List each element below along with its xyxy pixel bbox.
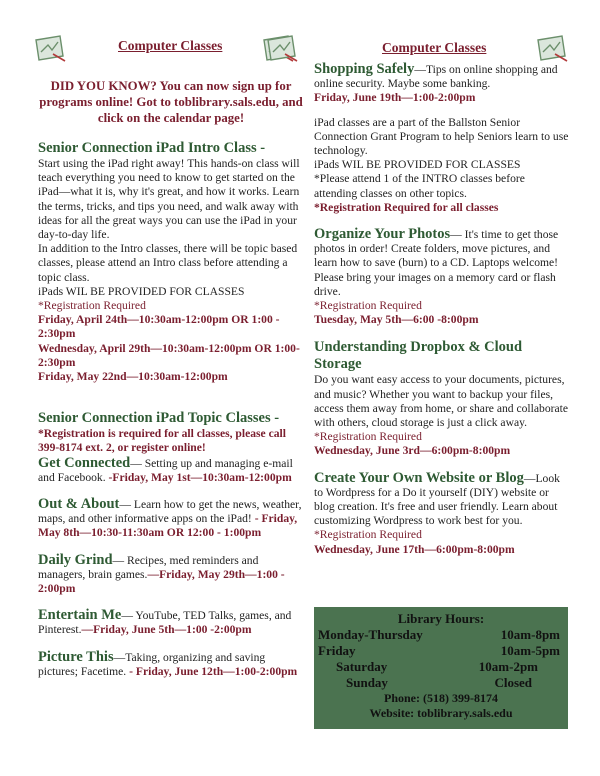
- class-title: Entertain Me: [38, 607, 122, 624]
- tablet-icon: [534, 34, 568, 62]
- class-description: — Learn how to get the news, weather, maps, and other informative apps on the iPad!: [38, 498, 302, 526]
- website-registration-required: *Registration Required: [314, 528, 422, 542]
- dropbox-description: Do you want easy access to your documents, pictures, and music? Whether you want to backup your files, access them away from home, or share and collaborate with others, cloud storage is just a click away.: [314, 373, 568, 430]
- class-date: - Friday, June 12th—1:00-2:00pm: [129, 664, 298, 678]
- hours-day: Saturday: [336, 659, 388, 674]
- website-description: —Look to Wordpress for a Do it yourself (DIY) website or blog creation. It's free and user friendly. Learn about customizing Wordpress to work best for you.: [314, 471, 560, 528]
- intro-date: Friday, May 22nd—10:30am-12:00pm: [38, 370, 228, 384]
- ipad-program-note: [314, 116, 569, 215]
- class-description: — Setting up and managing e-mail and Facebook.: [38, 456, 293, 484]
- dropbox-title: Understanding Dropbox & Cloud Storage: [314, 339, 523, 373]
- intro-class-body2: In addition to the Intro classes, there will be topic based classes, please attend an Intro class before attending a topic class.: [38, 242, 298, 284]
- class-item: [38, 497, 304, 541]
- shopping-date: Friday, June 19th—1:00-2:00pm: [314, 91, 476, 105]
- hours-row: [314, 643, 568, 659]
- attend-intro-note: *Please attend 1 of the INTRO classes before attending classes on other topics.: [314, 172, 525, 200]
- photos-title: Organize Your Photos: [314, 226, 451, 243]
- tablet-icon: [264, 34, 298, 62]
- class-item: [38, 608, 304, 637]
- library-hours-title: Library Hours:: [397, 611, 485, 626]
- dropbox-section: [314, 339, 569, 458]
- hours-time: Closed: [494, 675, 532, 690]
- left-column: [38, 0, 304, 679]
- class-description: — YouTube, TED Talks, games, and Pinterest.: [38, 609, 292, 637]
- library-website: Website: toblibrary.sals.edu: [369, 706, 513, 720]
- intro-class-title: Senior Connection iPad Intro Class -: [38, 140, 266, 156]
- topic-registration-required: *Registration is required for all classes, please call 399-8174 ext. 2, or register online!: [38, 427, 286, 455]
- intro-date: Wednesday, April 29th—10:30am-12:00pm OR 1:00-2:30pm: [38, 341, 300, 369]
- photos-registration-required: *Registration Required: [314, 299, 422, 313]
- class-title: Daily Grind: [38, 551, 113, 568]
- right-header: [314, 0, 569, 62]
- class-item: [38, 456, 304, 485]
- library-hours-box: [314, 607, 568, 729]
- class-description: —Taking, organizing and saving pictures; Facetime.: [38, 650, 266, 678]
- class-item: [38, 553, 304, 597]
- class-date: -Friday, May 1st—10:30am-12:00pm: [108, 470, 292, 484]
- hours-day: Monday-Thursday: [318, 627, 423, 642]
- photos-date: Tuesday, May 5th—6:00 -8:00pm: [314, 313, 479, 327]
- intro-registration-required: *Registration Required: [38, 299, 146, 313]
- hours-row: [314, 675, 568, 691]
- website-title: Create Your Own Website or Blog: [314, 469, 524, 486]
- right-header-title: Computer Classes: [382, 40, 487, 55]
- topic-class-section: [38, 410, 304, 455]
- dropbox-date: Wednesday, June 3rd—6:00pm-8:00pm: [314, 444, 511, 458]
- shopping-title: Shopping Safely: [314, 61, 415, 77]
- hours-row: [314, 659, 568, 675]
- website-section: [314, 471, 569, 557]
- intro-class-section: [38, 140, 304, 384]
- photos-section: [314, 227, 569, 327]
- class-date: —Friday, May 29th—1:00 - 2:00pm: [38, 567, 285, 596]
- hours-day: Sunday: [346, 675, 388, 690]
- ipads-provided: iPads WIL BE PROVIDED FOR CLASSES: [314, 158, 521, 172]
- intro-class-body: Start using the iPad right away! This hands-on class will teach everything you need to know to get started on the iPad—what it is, why it's great, and how it works. Learn the terms, tricks, and tips you need, and walk away with ideas for all the great ways you can use the iPad in your day-to-day life.: [38, 157, 300, 242]
- class-date: - Friday, May 8th—10:30-11:30am OR 12:00 - 1:00pm: [38, 512, 298, 540]
- hours-row: [314, 627, 568, 643]
- tablet-icon: [32, 34, 66, 62]
- dropbox-registration-required: *Registration Required: [314, 430, 422, 444]
- shopping-section: [314, 62, 569, 106]
- topic-class-title: Senior Connection iPad Topic Classes -: [38, 410, 280, 427]
- photos-description: — It's time to get those photos in order! Create folders, move pictures, and learn how to save (burn) to a CD. Laptops welcome! Please bring your images on a memory card or flash drive.: [314, 228, 559, 298]
- class-date: —Friday, June 5th—1:00 -2:00pm: [81, 623, 252, 637]
- right-column: [314, 0, 569, 557]
- website-date: Wednesday, June 17th—6:00pm-8:00pm: [314, 542, 515, 556]
- registration-required-all: *Registration Required for all classes: [314, 200, 499, 214]
- left-header-title: Computer Classes: [118, 38, 223, 53]
- hours-time: 10am-2pm: [478, 659, 538, 674]
- class-title: Picture This: [38, 648, 114, 665]
- class-title: Get Connected: [38, 454, 131, 471]
- intro-date: Friday, April 24th—10:30am-12:00pm OR 1:00 - 2:30pm: [38, 313, 280, 341]
- hours-time: 10am-8pm: [500, 627, 560, 642]
- ipad-grant-note: iPad classes are a part of the Ballston Senior Connection Grant Program to help Seniors learn to use technology.: [314, 115, 569, 158]
- class-description: — Recipes, med reminders and managers, brain games.: [38, 553, 259, 581]
- intro-ipads-provided: iPads WIL BE PROVIDED FOR CLASSES: [38, 284, 245, 298]
- did-you-know-notice: DID YOU KNOW? You can now sign up for programs online! Got to toblibrary.sals.edu, and click on the calendar page!: [39, 79, 303, 125]
- shopping-description: —Tips on online shopping and online security. Maybe some banking.: [314, 63, 558, 91]
- class-title: Out & About: [38, 496, 120, 513]
- library-phone: Phone: (518) 399-8174: [384, 691, 498, 705]
- hours-day: Friday: [318, 643, 356, 658]
- class-item: [38, 650, 304, 679]
- hours-time: 10am-5pm: [500, 643, 560, 658]
